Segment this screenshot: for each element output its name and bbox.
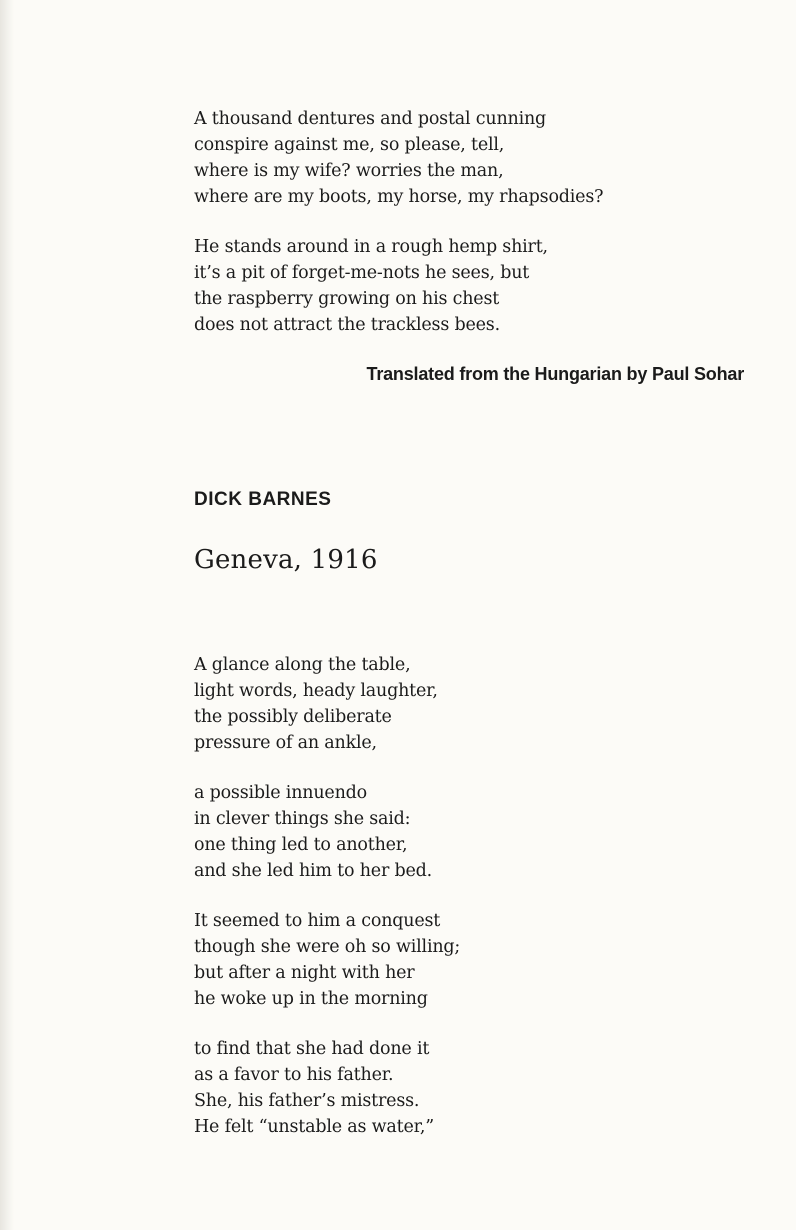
poem-stanza — [194, 106, 603, 210]
poem-line: He felt “unstable as water,” — [194, 1117, 434, 1137]
poem-stanza — [194, 1036, 460, 1140]
poem-line: He stands around in a rough hemp shirt, — [194, 237, 548, 257]
poem-line: it’s a pit of forget-me-nots he sees, but — [194, 263, 530, 283]
poem-line: does not attract the trackless bees. — [194, 315, 500, 335]
poem-stanza — [194, 234, 603, 338]
poem-line: and she led him to her bed. — [194, 861, 432, 881]
poem-line: though she were oh so willing; — [194, 937, 461, 957]
poem-line: the raspberry growing on his chest — [194, 289, 500, 309]
poem-line: A glance along the table, — [194, 655, 411, 675]
poem-line: as a favor to his father. — [194, 1065, 394, 1085]
second-poem-text — [194, 652, 460, 1164]
page-binding-edge — [0, 0, 14, 1230]
poem-line: a possible innuendo — [194, 783, 367, 803]
poem-line: where are my boots, my horse, my rhapsodies? — [194, 187, 604, 207]
first-poem-text — [194, 106, 603, 362]
poem-line: he woke up in the morning — [194, 989, 428, 1009]
poem-line: the possibly deliberate — [194, 707, 392, 727]
poem-line: It seemed to him a conquest — [194, 911, 441, 931]
poem-stanza — [194, 652, 460, 756]
poem-line: one thing led to another, — [194, 835, 408, 855]
poem-stanza — [194, 908, 460, 1012]
poem-line: A thousand dentures and postal cunning — [194, 109, 547, 129]
poem-line: conspire against me, so please, tell, — [194, 135, 505, 155]
poem-stanza — [194, 780, 460, 884]
poem-line: light words, heady laughter, — [194, 681, 438, 701]
poem-line: pressure of an ankle, — [194, 733, 377, 753]
poem-line: where is my wife? worries the man, — [194, 161, 504, 181]
author-name: DICK BARNES — [194, 489, 332, 510]
poem-line: in clever things she said: — [194, 809, 411, 829]
poem-title: Geneva, 1916 — [194, 545, 378, 575]
poem-line: to find that she had done it — [194, 1039, 430, 1059]
translator-credit: Translated from the Hungarian by Paul Sohar — [366, 364, 744, 384]
poem-line: She, his father’s mistress. — [194, 1091, 420, 1111]
poem-line: but after a night with her — [194, 963, 415, 983]
